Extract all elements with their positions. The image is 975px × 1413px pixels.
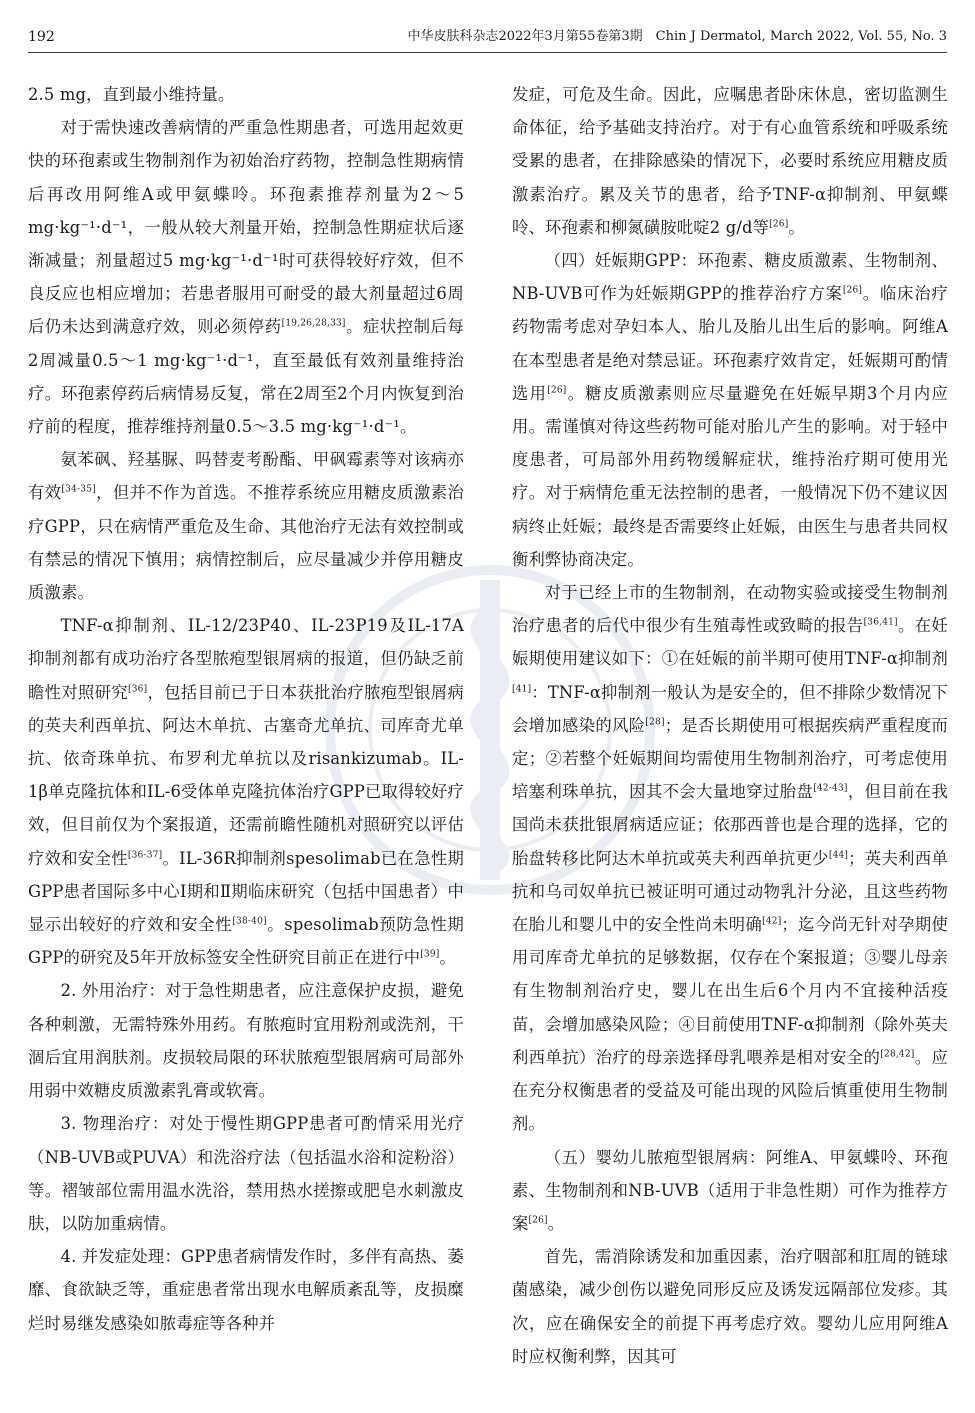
paragraph: （四）妊娠期GPP：环孢素、糖皮质激素、生物制剂、NB-UVB可作为妊娠期GPP的推荐治疗方案[26]。临床治疗药物需考虑对孕妇本人、胎儿及胎儿出生后的影响。阿维A在本型患者是绝对禁忌证。环孢素疗效肯定，妊娠期可酌情选用[26]。糖皮质激素则应尽量避免在妊娠早期3个月内应用。需谨慎对待这些药物可能对胎儿产生的影响。对于轻中度患者，可局部外用药物缓解症状，维持治疗期可使用光疗。对于病情危重无法控制的患者，一般情况下仍不建议因病终止妊娠；最终是否需要终止妊娠，由医生与患者共同权衡利弊协商决定。 <box>512 251 949 569</box>
citation: [41] <box>512 684 532 695</box>
paragraph: 2. 外用治疗：对于急性期患者，应注意保护皮损，避免各种刺激，无需特殊外用药。有脓疱时宜用粉剂或洗剂，干涸后宜用润肤剂。皮损较局限的环状脓疱型银屑病可局部外用弱中效糖皮质激素乳膏或软膏。 <box>28 981 464 1101</box>
paragraph: 4. 并发症处理：GPP患者病情发作时，多伴有高热、萎靡、食欲缺乏等，重症患者常出现水电解质紊乱等，皮损糜烂时易继发感染如脓毒症等各种并 <box>28 1247 464 1333</box>
paragraph: 对于已经上市的生物制剂，在动物实验或接受生物制剂治疗患者的后代中很少有生殖毒性或致畸的报告[36,41]。在妊娠期使用建议如下：①在妊娠的前半期可使用TNF-α抑制剂[41]：TNF-α抑制剂一般认为是安全的，但不排除少数情况下会增加感染的风险[28]；是否长期使用可根据疾病严重程度而定；②若整个妊娠期间均需使用生物制剂治疗，可考虑使用培塞利珠单抗，因其不会大量地穿过胎盘[42-43]，但目前在我国尚未获批银屑病适应证；依那西普也是合理的选择，它的胎盘转移比阿达木单抗或英夫利西单抗更少[44]；英夫利西单抗和乌司奴单抗已被证明可通过动物乳汁分泌，且这些药物在胎儿和婴儿中的安全性尚未明确[42]；迄今尚无针对孕期使用司库奇尤单抗的足够数据，仅存在个案报道；③婴儿母亲有生物制剂治疗史，婴儿在出生后6个月内不宜接种活疫苗，会增加感染风险；④目前使用TNF-α抑制剂（除外英夫利西单抗）治疗的母亲选择母乳喂养是相对安全的[28,42]。应在充分权衡患者的受益及可能出现的风险后慎重使用生物制剂。 <box>512 583 949 1134</box>
citation: [26] <box>528 1215 548 1226</box>
paragraph: 对于需快速改善病情的严重急性期患者，可选用起效更快的环孢素或生物制剂作为初始治疗药物，控制急性期病情后再改用阿维A或甲氨蝶呤。环孢素推荐剂量为2～5 mg·kg⁻¹·d⁻¹，一般从较大剂量开始，控制急性期症状后逐渐减量；剂量超过5 mg·kg⁻¹·d⁻¹时可获得较好疗效，但不良反应也相应增加；若患者服用可耐受的最大剂量超过6周后仍未达到满意疗效，则必须停药[19,26,28,33]。症状控制后每2周减量0.5～1 mg·kg⁻¹·d⁻¹，直至最低有效剂量维持治疗。环孢素停药后病情易反复，常在2周至2个月内恢复到治疗前的程度，推荐维持剂量0.5～3.5 mg·kg⁻¹·d⁻¹。 <box>28 118 464 437</box>
page-header <box>28 22 947 53</box>
citation: [28,42] <box>880 1049 915 1060</box>
citation: [44] <box>828 850 849 861</box>
citation: [26] <box>547 385 567 396</box>
citation: [26] <box>769 219 789 230</box>
citation: [36-37] <box>127 850 163 861</box>
paragraph: （五）婴幼儿脓疱型银屑病：阿维A、甲氨蝶呤、环孢素、生物制剂和NB-UVB（适用于非急性期）可作为推荐方案[26]。 <box>512 1147 948 1233</box>
citation: [28] <box>645 717 665 728</box>
journal-citation: 中华皮肤科杂志2022年3月第55卷第3期 Chin J Dermatol, March 2022, Vol. 55, No. 3 <box>407 29 947 44</box>
citation: [36,41] <box>863 617 898 628</box>
paragraph: 发症，可危及生命。因此，应嘱患者卧床休息，密切监测生命体征，给予基础支持治疗。对于有心血管系统和呼吸系统受累的患者，在排除感染的情况下，必要时系统应用糖皮质激素治疗。累及关节的患者，给予TNF-α抑制剂、甲氨蝶呤、环孢素和柳氮磺胺吡啶2 g/d等[26]。 <box>512 85 948 237</box>
citation: [19,26,28,33] <box>281 319 346 329</box>
paragraph: 2.5 mg，直到最小维持量。 <box>28 85 235 104</box>
citation: [38-40] <box>232 916 267 927</box>
page-number: 192 <box>28 29 55 45</box>
citation: [39] <box>420 949 440 960</box>
citation: [36] <box>128 684 148 695</box>
citation: [42-43] <box>813 783 848 794</box>
citation: [42] <box>762 916 782 927</box>
right-column <box>512 78 948 1373</box>
paragraph: 首先，需消除诱发和加重因素，治疗咽部和肛周的链球菌感染，减少创伤以避免同形反应及诱发远隔部位发疹。其次，应在确保安全的前提下再考虑疗效。婴幼儿应用阿维A时应权衡利弊，因其可 <box>512 1247 948 1366</box>
paragraph: TNF-α抑制剂、IL-12/23P40、IL-23P19及IL-17A抑制剂都有成功治疗各型脓疱型银屑病的报道，但仍缺乏前瞻性对照研究[36]，包括目前已于日本获批治疗脓疱型银屑病的英夫利西单抗、阿达木单抗、古塞奇尤单抗、司库奇尤单抗、依奇珠单抗、布罗利尤单抗以及risankizumab。IL-1β单克隆抗体和IL-6受体单克隆抗体治疗GPP已取得较好疗效，但目前仅为个案报道，还需前瞻性随机对照研究以评估疗效和安全性[36-37]。IL-36R抑制剂spesolimab已在急性期GPP患者国际多中心Ⅰ期和Ⅱ期临床研究（包括中国患者）中显示出较好的疗效和安全性[38-40]。spesolimab预防急性期GPP的研究及5年开放标签安全性研究目前正在进行中[39]。 <box>28 616 464 968</box>
left-column <box>28 78 464 1340</box>
paragraph: 3. 物理治疗：对处于慢性期GPP患者可酌情采用光疗（NB-UVB或PUVA）和洗浴疗法（包括温水浴和淀粉浴）等。褶皱部位需用温水洗浴，禁用热水搓擦或肥皂水刺激皮肤，以防加重病情。 <box>28 1114 464 1233</box>
paragraph: 氨苯砜、羟基脲、吗替麦考酚酯、甲砜霉素等对该病亦有效[34-35]，但并不作为首选。不推荐系统应用糖皮质激素治疗GPP，只在病情严重危及生命、其他治疗无法有效控制或有禁忌的情况下慎用；病情控制后，应尽量减少并停用糖皮质激素。 <box>28 450 464 603</box>
citation: [26] <box>842 285 863 296</box>
citation: [34-35] <box>61 485 96 496</box>
